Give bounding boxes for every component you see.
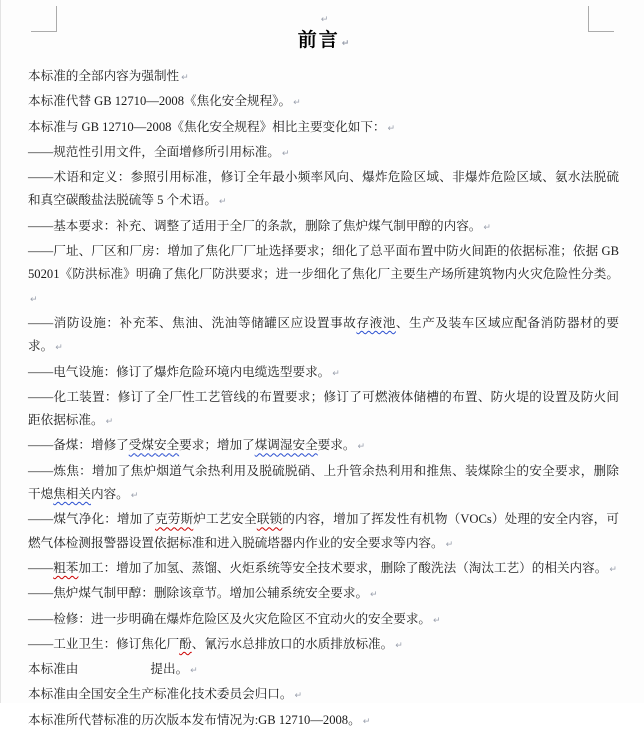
paragraph [28,166,619,215]
grammar-flagged-text: 存液池 [356,315,396,330]
paragraph-mark-icon: ↵ [320,15,329,25]
text-run: ——厂址、厂区和厂房：增加了焦化厂厂址选择要求；细化了总平面布置中防火间距的依据标准；依据 GB 50201《防洪标准》明确了焦化厂防洪要求；进一步细化了焦化厂主要生产场所建筑物内火灾危险性分类。 [28,244,619,282]
paragraph [28,215,619,240]
text-run: 炉工艺安全 [193,512,257,527]
paragraph [28,582,619,607]
spellcheck-flagged-text: 克劳斯 [155,512,194,527]
document-title [28,28,619,57]
text-run: ——检修：进一步明确在爆炸危险区及火灾危险区不宜动火的安全要求。 [28,611,431,626]
paragraph [28,141,619,166]
paragraph-mark-icon: ↵ [181,73,189,83]
text-run: 、氰污水总排放口的水质排放标准。 [191,636,394,651]
paragraph-mark-icon: ↵ [370,590,378,601]
text-run: —— [28,560,54,575]
grammar-flagged-text: 煤调湿安全 [254,438,318,453]
paragraph-mark-icon: ↵ [55,343,63,354]
text-run: 本标准由全国安全生产标准化技术委员会归口。 [28,687,293,702]
text-run: 要求。 [317,438,356,453]
paragraph [28,386,619,435]
spellcheck-flagged-text: 粗苯 [53,560,79,575]
text-run: ——规范性引用文件，全面增修所引用标准。 [28,144,280,159]
spellcheck-flagged-text: 酚 [179,636,192,651]
paragraph [28,633,619,658]
document-content[interactable] [28,8,619,734]
paragraph-mark-icon: ↵ [105,417,114,428]
paragraph-mark-icon: ↵ [357,442,365,453]
paragraph-mark-icon: ↵ [395,640,403,651]
text-run: ——备煤：增修了 [28,438,129,453]
grammar-flagged-text: 焦相关 [53,487,91,502]
paragraph [28,508,619,557]
text-run: 本标准的全部内容为强制性 [28,69,180,83]
text-run: 加工：增加了加氢、蒸馏、火炬系统等安全技术要求，删除了酸洗法（淘汰工艺）的相关内容。 [78,560,608,575]
grammar-flagged-text: 受煤安全 [128,438,180,453]
paragraph-mark-icon: ↵ [387,123,396,134]
text-run: 提出。 [150,662,189,677]
spellcheck-flagged-text: 联锁 [256,512,283,527]
text-run: ——基本要求：补充、调整了适用于全厂的条款，删除了焦炉煤气制甲醇的内容。 [28,218,482,233]
blank-gap [78,658,150,681]
text-run: 要求；增加了 [179,438,255,453]
text-run: ——术语和定义：参照引用标准，修订全年最小频率风向、爆炸危险区域、非爆炸危险区域、氨水法脱硫和真空碳酸盐法脱硫等 5 个术语。 [28,170,619,208]
text-run: 内容。 [90,487,129,502]
paragraph [28,90,619,115]
paragraph-mark-icon: ↵ [445,539,454,550]
paragraph-mark-icon: ↵ [30,294,38,305]
paragraph-mark-icon: ↵ [362,716,371,727]
paragraph [28,240,619,312]
text-run: ——工业卫生：修订焦化厂 [28,636,180,651]
empty-paragraph [28,8,619,28]
paragraph [28,608,619,633]
document-title-text: 前言 [297,30,340,51]
paragraph [28,434,619,459]
paragraph [28,557,619,582]
text-run: ——消防设施：补充苯、焦油、洗油等储罐区应设置事故 [28,315,357,330]
text-run: ——化工装置：修订了全厂性工艺管线的布置要求；修订了可燃液体储槽的布置、防火堤的设置及防火间距依据标准。 [28,389,619,428]
paragraph-mark-icon: ↵ [130,491,139,502]
text-run: 的内容，增加了挥发性有机物（VOCs）处理的安全内容，可燃气体检测报警器设置依据标准和进入脱硫塔器内作业的安全要求等内容。 [28,512,619,550]
text-run: 本标准代替 GB 12710—2008《焦化安全规程》。 [28,94,292,109]
paragraph-mark-icon: ↵ [281,148,290,159]
paragraph [28,460,619,509]
paragraph [28,683,619,708]
text-run: ——炼焦：增加了焦炉烟道气余热利用及脱硫脱硝、上升管余热利用和推焦、装煤除尘的安全要求，删除干熄 [28,463,619,502]
text-run: 本标准所代替标准的历次版本发布情况为:GB 12710—2008。 [28,712,361,727]
text-run: 、生产及装车区域应配备消防器材的要求。 [28,315,620,354]
text-run: ——焦炉煤气制甲醇：删除该章节。增加公辅系统安全要求。 [28,586,369,601]
text-run: 本标准由 [28,662,79,677]
paragraph-mark-icon: ↵ [341,39,350,49]
paragraph-mark-icon: ↵ [483,222,491,233]
text-run: ——煤气净化：增加了 [28,512,156,527]
paragraph [28,658,619,683]
paragraph-mark-icon: ↵ [433,615,441,626]
paragraph [28,709,619,734]
paragraph [28,116,619,141]
paragraph-mark-icon: ↵ [218,197,227,208]
paragraph [28,361,619,386]
paragraph-mark-icon: ↵ [293,98,301,109]
paragraph [28,65,619,90]
paragraph-mark-icon: ↵ [294,691,303,702]
paragraph-mark-icon: ↵ [190,666,198,677]
document-body [28,65,619,734]
text-run: ——电气设施：修订了爆炸危险环境内电缆选型要求。 [28,364,331,379]
paragraph [28,312,619,361]
text-run: 本标准与 GB 12710—2008《焦化安全规程》相比主要变化如下： [28,119,386,134]
paragraph-mark-icon: ↵ [609,564,617,575]
paragraph-mark-icon: ↵ [332,368,340,379]
